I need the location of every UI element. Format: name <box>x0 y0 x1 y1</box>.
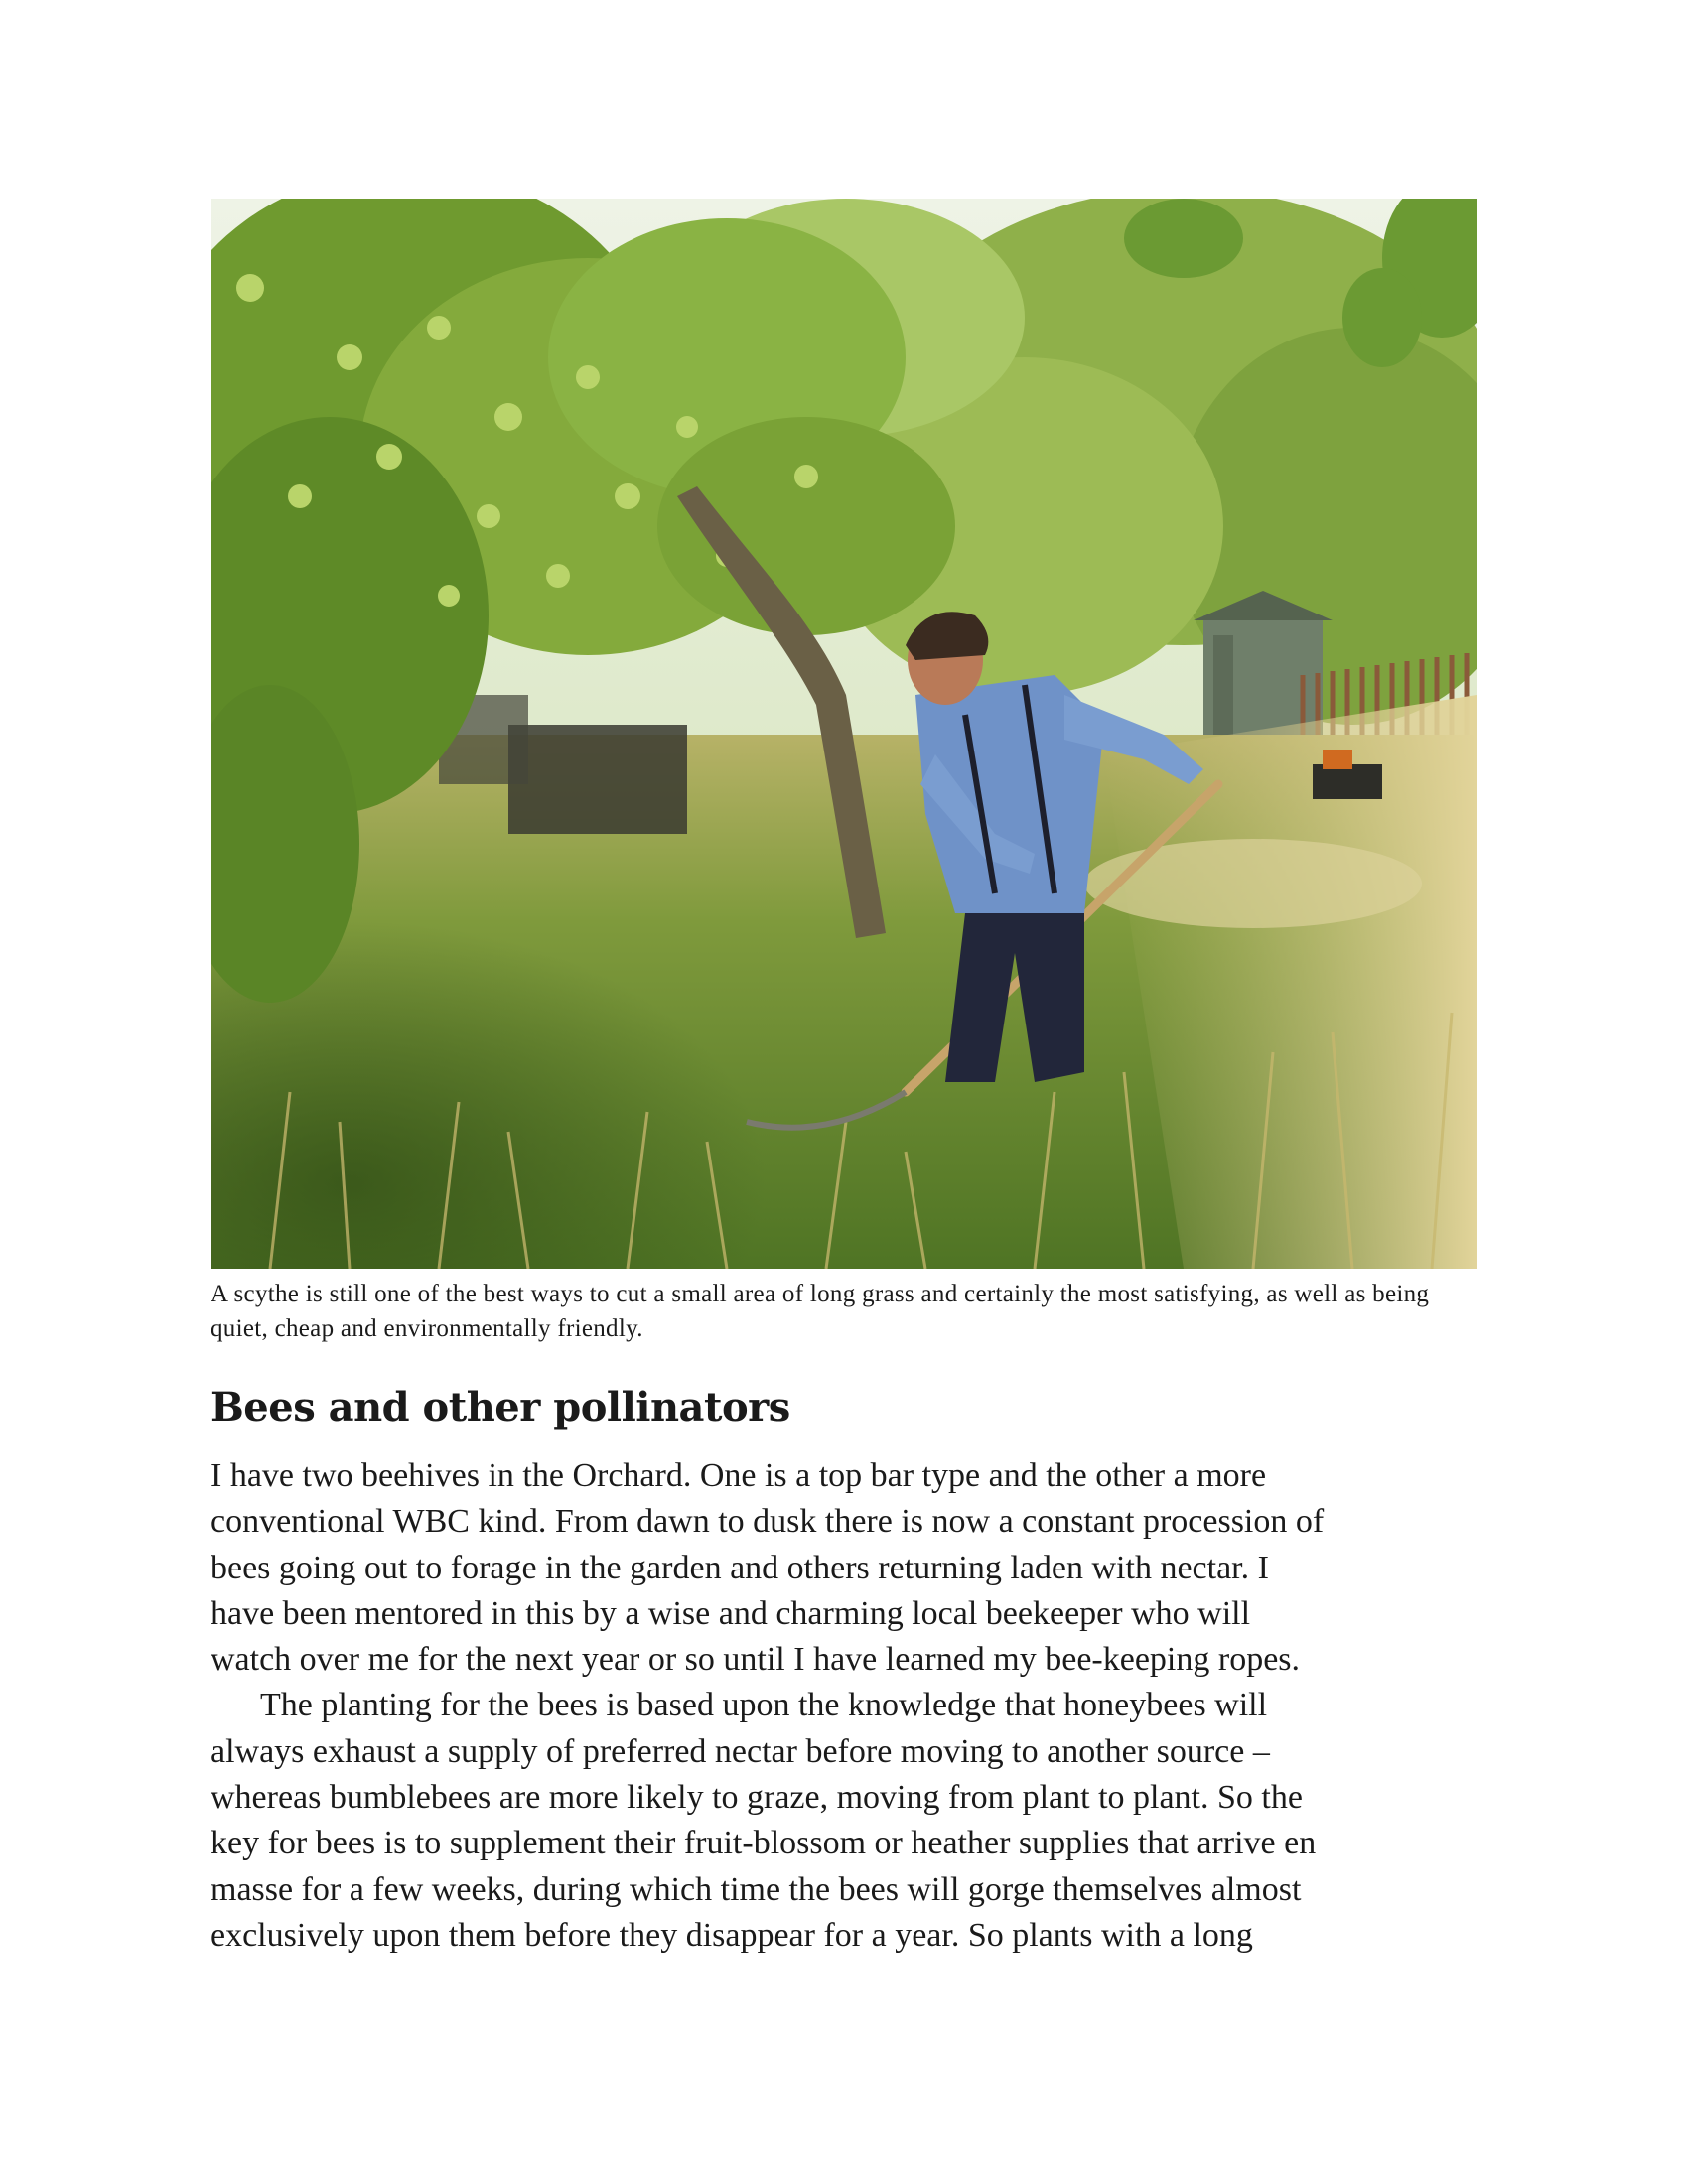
section-heading: Bees and other pollinators <box>211 1384 790 1431</box>
text-line: watch over me for the next year or so until I have learned my bee-keeping ropes. <box>211 1641 1301 1679</box>
paragraph-2 <box>211 1683 1477 1959</box>
text-line: I have two beehives in the Orchard. One is a top bar type and the other a more <box>211 1457 1267 1494</box>
photo-caption: A scythe is still one of the best ways to cut a small area of long grass and certainly the most satisfying, as well as being quiet, cheap and environmentally friendly. <box>211 1281 1430 1342</box>
text-line: always exhaust a supply of preferred nectar before moving to another source – <box>211 1732 1270 1770</box>
text-line: exclusively upon them before they disappear for a year. So plants with a long <box>211 1916 1253 1954</box>
body-text <box>211 1453 1477 1959</box>
text-line: key for bees is to supplement their fruit-blossom or heather supplies that arrive en <box>211 1825 1317 1862</box>
text-line: whereas bumblebees are more likely to graze, moving from plant to plant. So the <box>211 1779 1303 1817</box>
text-line: bees going out to forage in the garden and others returning laden with nectar. I <box>211 1549 1269 1586</box>
paragraph-1 <box>211 1453 1477 1683</box>
text-line: The planting for the bees is based upon the knowledge that honeybees will <box>260 1687 1268 1724</box>
text-line: conventional WBC kind. From dawn to dusk there is now a constant procession of <box>211 1503 1325 1541</box>
text-line: masse for a few weeks, during which time the bees will gorge themselves almost <box>211 1870 1302 1908</box>
text-line: have been mentored in this by a wise and charming local beekeeper who will <box>211 1594 1251 1632</box>
orchard-scything-photo <box>211 199 1477 1269</box>
